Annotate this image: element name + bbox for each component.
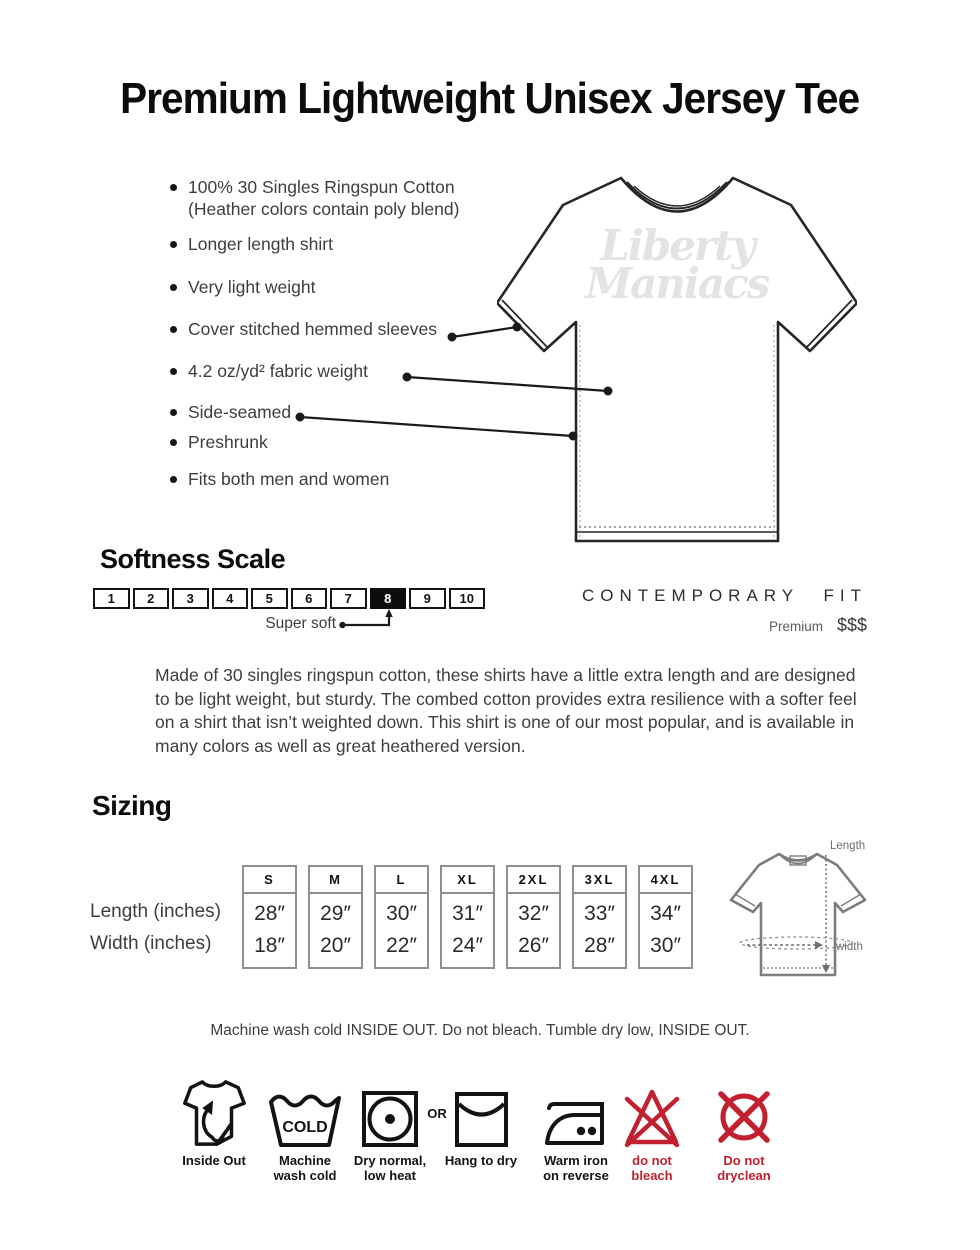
width-value: 28″ xyxy=(584,934,615,957)
care-item-hang-to-dry: Hang to dry xyxy=(433,1076,529,1169)
fit-label: CONTEMPORARY FIT xyxy=(581,586,867,605)
length-value: 29″ xyxy=(320,902,351,925)
size-header: 3XL xyxy=(574,867,625,894)
tshirt-illustration xyxy=(497,173,857,545)
care-item-do-not-dryclean: Do not dryclean xyxy=(696,1076,792,1183)
size-header: XL xyxy=(442,867,493,894)
length-value: 33″ xyxy=(584,902,615,925)
tumble-dry-icon xyxy=(361,1090,419,1148)
warm-iron-icon xyxy=(545,1098,607,1148)
care-item-machine-wash-cold: COLD Machine wash cold xyxy=(257,1076,353,1183)
brand-watermark-line2: Maniacs xyxy=(585,259,769,308)
length-value: 31″ xyxy=(452,902,483,925)
feature-item: 4.2 oz/yd² fabric weight xyxy=(170,360,480,382)
size-column-m xyxy=(308,865,363,969)
length-value: 34″ xyxy=(650,902,681,925)
inside-out-icon xyxy=(181,1078,247,1148)
width-value: 30″ xyxy=(650,934,681,957)
tier-label: Premium xyxy=(768,619,823,634)
supersoft-label: Super soft xyxy=(265,615,336,632)
size-column-l xyxy=(374,865,429,969)
brand-watermark-line1: Liberty xyxy=(600,221,754,270)
care-item-inside-out: Inside Out xyxy=(166,1076,262,1169)
size-header: 2XL xyxy=(508,867,559,894)
softness-level-5: 5 xyxy=(251,588,288,609)
care-item-warm-iron: Warm iron on reverse xyxy=(528,1076,624,1183)
do-not-bleach-icon xyxy=(624,1086,680,1148)
sizing-table xyxy=(242,865,693,969)
width-value: 26″ xyxy=(518,934,549,957)
diagram-length-label: Length xyxy=(830,840,866,852)
length-row-label: Length (inches) xyxy=(90,901,221,922)
softness-level-3: 3 xyxy=(172,588,209,609)
size-column-s xyxy=(242,865,297,969)
brand-watermark xyxy=(497,221,857,308)
feature-item: Cover stitched hemmed sleeves xyxy=(170,318,480,340)
size-header: 4XL xyxy=(640,867,691,894)
width-row-label: Width (inches) xyxy=(90,933,212,954)
price-tier: $$$ xyxy=(836,615,867,635)
or-label: OR xyxy=(427,1106,447,1121)
feature-item: Preshrunk xyxy=(170,431,480,453)
svg-text:COLD: COLD xyxy=(282,1119,328,1136)
page-title: Premium Lightweight Unisex Jersey Tee xyxy=(120,74,860,123)
care-item-tumble-dry: Dry normal, low heat xyxy=(342,1076,438,1183)
care-instructions: Machine wash cold INSIDE OUT. Do not bleach. Tumble dry low, INSIDE OUT. xyxy=(210,1022,750,1039)
care-item-do-not-bleach: do not bleach xyxy=(604,1076,700,1183)
softness-level-7: 7 xyxy=(330,588,367,609)
supersoft-pointer xyxy=(339,609,393,628)
size-column-xl xyxy=(440,865,495,969)
measurement-diagram xyxy=(723,840,875,985)
softness-level-8-active: 8 xyxy=(370,588,407,609)
size-header: S xyxy=(244,867,295,894)
softness-scale xyxy=(93,588,485,609)
softness-level-6: 6 xyxy=(291,588,328,609)
size-column-4xl xyxy=(638,865,693,969)
fit-info xyxy=(555,586,867,636)
feature-item: 100% 30 Singles Ringspun Cotton (Heather colors contain poly blend) xyxy=(170,176,480,220)
wash-cold-icon xyxy=(269,1091,341,1148)
length-value: 32″ xyxy=(518,902,549,925)
width-value: 22″ xyxy=(386,934,417,957)
feature-item: Very light weight xyxy=(170,276,480,298)
softness-scale-heading: Softness Scale xyxy=(100,544,286,574)
sizing-heading: Sizing xyxy=(92,790,172,821)
feature-item: Fits both men and women xyxy=(170,468,480,490)
feature-item: Longer length shirt xyxy=(170,233,480,255)
size-header: L xyxy=(376,867,427,894)
feature-list xyxy=(170,176,480,510)
softness-level-9: 9 xyxy=(409,588,446,609)
hang-dry-icon xyxy=(454,1091,509,1148)
softness-level-1: 1 xyxy=(93,588,130,609)
size-column-2xl xyxy=(506,865,561,969)
width-value: 20″ xyxy=(320,934,351,957)
softness-level-10: 10 xyxy=(449,588,486,609)
product-description: Made of 30 singles ringspun cotton, these shirts have a little extra length and are designed to be light weight, but sturdy. The combed cotton provides extra resilience with a softer feel on a shirt that isn’t weighted down. This shirt is one of our most popular, and is available in many colors as well as great heathered version. xyxy=(155,665,857,757)
size-header: M xyxy=(310,867,361,894)
measurement-shirt-drawing xyxy=(723,840,875,985)
softness-level-4: 4 xyxy=(212,588,249,609)
do-not-dryclean-icon xyxy=(713,1086,775,1148)
feature-item: Side-seamed xyxy=(170,401,480,423)
width-value: 18″ xyxy=(254,934,285,957)
length-value: 28″ xyxy=(254,902,285,925)
softness-level-2: 2 xyxy=(133,588,170,609)
length-value: 30″ xyxy=(386,902,417,925)
width-value: 24″ xyxy=(452,934,483,957)
size-column-3xl xyxy=(572,865,627,969)
diagram-width-label: width xyxy=(836,941,863,953)
